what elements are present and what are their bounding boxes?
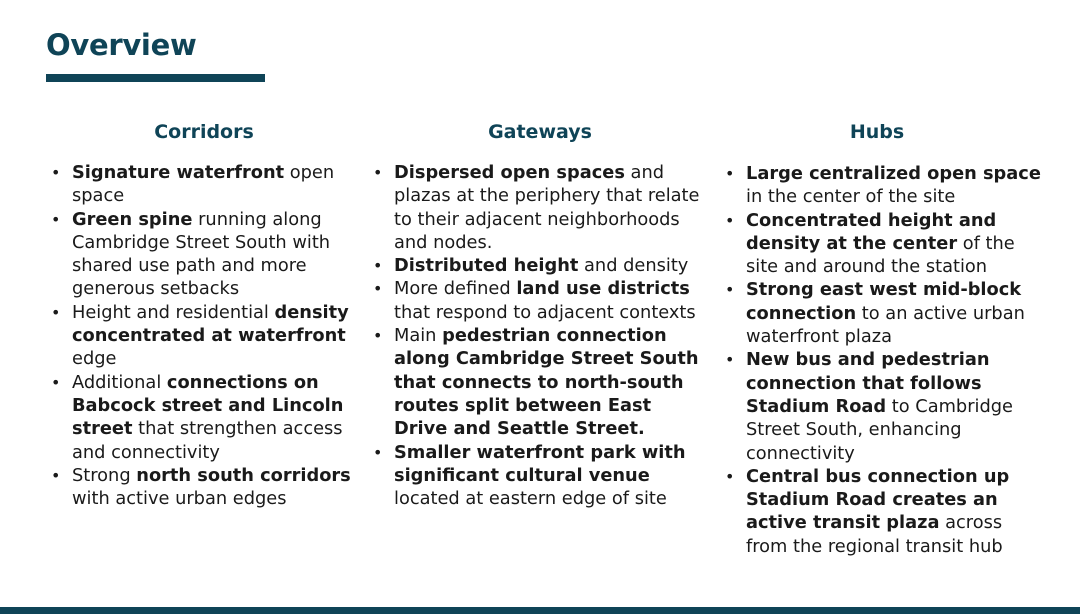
bullet-list — [370, 161, 710, 510]
bullet-text-bold: connections on Babcock street and Lincoln street — [72, 371, 344, 440]
bullet-text: Additional — [72, 371, 167, 393]
bullet-text: to an active urban waterfront plaza — [746, 302, 1025, 348]
bullet-item — [370, 277, 710, 324]
bullet-text-bold: density concentrated at waterfront — [72, 301, 349, 347]
bullet-text-bold: north south corridors — [136, 464, 351, 486]
bullet-item — [722, 348, 1042, 464]
bullet-text: of the site and around the station — [746, 232, 1015, 278]
bullet-text: that strengthen access and connectivity — [72, 418, 343, 463]
bullet-item — [370, 254, 710, 277]
bullet-text: with active urban edges — [72, 488, 287, 510]
bullet-text: running along Cambridge Street South with shared use path and more generous setbacks — [72, 208, 331, 300]
bullet-item — [48, 161, 360, 208]
bullet-item — [722, 465, 1042, 558]
bullet-text-bold: Large centralized open space — [746, 163, 1041, 184]
bullet-text-bold: Concentrated height and density at the center — [746, 209, 997, 254]
bullet-text: to Cambridge Street South, enhancing connectivity — [746, 395, 1013, 464]
bullet-list — [48, 161, 360, 510]
bullet-text-bold: land use districts — [516, 278, 690, 300]
bullet-item — [370, 441, 710, 511]
bullet-text: open space — [72, 162, 335, 207]
page-title: Overview — [46, 28, 197, 62]
bullet-text-bold: Distributed height — [394, 255, 579, 277]
bullet-item — [722, 162, 1042, 209]
bullet-text: that respond to adjacent contexts — [394, 301, 696, 323]
bullet-list — [722, 162, 1042, 558]
bullet-item — [48, 208, 360, 301]
bullet-item — [722, 278, 1042, 348]
column-gateways — [370, 118, 710, 510]
bullet-text-bold: Signature waterfront — [72, 162, 285, 183]
bullet-item — [370, 324, 710, 440]
bullet-text: Height and residential — [72, 301, 275, 323]
bullet-text-bold: Central bus connection up Stadium Road creates an active transit plaza — [746, 465, 1010, 534]
bullet-text: Strong — [72, 464, 137, 486]
bullet-text: More defined — [394, 278, 517, 300]
bullet-text: located at eastern edge of site — [394, 488, 667, 510]
bullet-text-bold: New bus and pedestrian connection that follows Stadium Road — [746, 349, 990, 417]
column-heading: Hubs — [849, 121, 905, 143]
bullet-text-bold: Green spine — [72, 208, 193, 230]
column-corridors — [48, 118, 360, 510]
bullet-text-bold: pedestrian connection along Cambridge Street South that connects to north-south routes split between East Drive and Seattle Street. — [394, 325, 699, 440]
column-heading: Gateways — [488, 121, 592, 143]
bullet-text: Main — [394, 325, 443, 347]
bullet-text-bold: Smaller waterfront park with significant cultural venue — [394, 441, 686, 486]
bullet-text: across from the regional transit hub — [746, 512, 1003, 557]
bullet-text: and density — [578, 255, 689, 277]
column-heading: Corridors — [154, 121, 254, 143]
bullet-text-bold: Strong east west mid-block connection — [746, 279, 1022, 324]
bullet-item — [48, 371, 360, 464]
title-underline — [46, 74, 265, 82]
bullet-text: in the center of the site — [746, 186, 956, 208]
bullet-text: edge — [72, 348, 117, 370]
bullet-item — [370, 161, 710, 254]
bullet-text-bold: Dispersed open spaces — [394, 162, 625, 183]
bullet-item — [48, 301, 360, 371]
bullet-item — [722, 209, 1042, 279]
column-hubs — [722, 118, 1042, 558]
bullet-item — [48, 464, 360, 511]
bullet-text: and plazas at the periphery that relate to their adjacent neighborhoods and nodes. — [394, 162, 700, 253]
footer-bar — [0, 607, 1080, 614]
